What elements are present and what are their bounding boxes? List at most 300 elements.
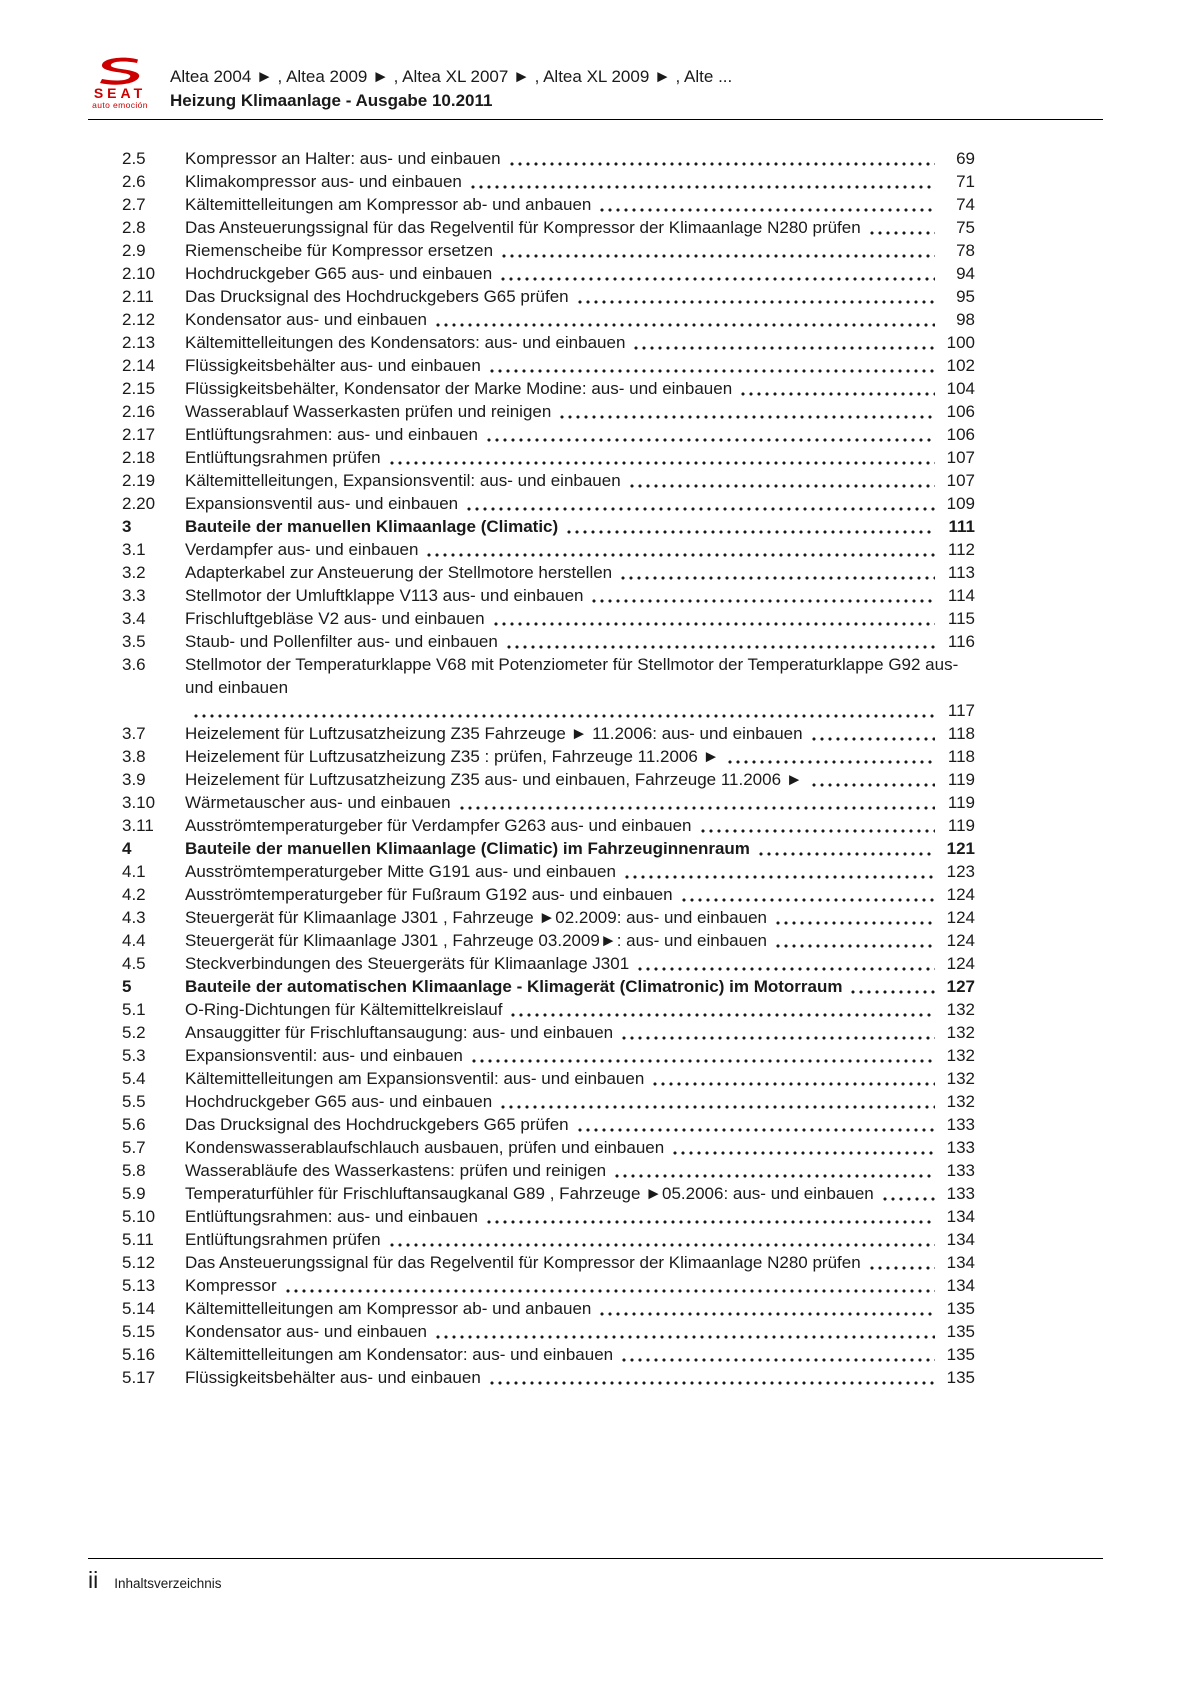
toc-leader-dots (632, 333, 935, 354)
toc-entry (122, 1159, 975, 1182)
toc-entry-tail (501, 147, 975, 170)
toc-entry-page: 107 (946, 471, 975, 490)
toc-entry-body (185, 584, 975, 607)
toc-entry-title: Verdampfer aus- und einbauen (185, 540, 419, 559)
toc-entry-tail (277, 1274, 975, 1297)
toc-entry (122, 446, 975, 469)
toc-entry-number: 2.6 (122, 172, 146, 191)
toc-entry-tail (381, 446, 975, 469)
toc-entry-tail (692, 814, 975, 837)
toc-entry-tail (874, 1182, 975, 1205)
toc-entry-body (185, 1044, 975, 1067)
toc-entry-page: 104 (946, 379, 975, 398)
toc-entry-page: 119 (947, 770, 975, 789)
toc-entry-page: 124 (946, 931, 975, 950)
toc-entry-number: 2.15 (122, 379, 156, 398)
toc-entry (122, 400, 975, 423)
toc-entry-number: 5 (122, 977, 132, 996)
toc-entry-tail (612, 561, 975, 584)
toc-entry-number: 3.11 (122, 816, 154, 835)
toc-entry-page: 118 (947, 724, 975, 743)
toc-entry (122, 1067, 975, 1090)
toc-entry (122, 814, 975, 837)
seat-tagline: auto emoción (92, 100, 148, 110)
toc-entry-number: 5.7 (122, 1138, 146, 1157)
toc-leader-dots (508, 149, 935, 170)
header-models-line: Altea 2004 ► , Altea 2009 ► , Altea XL 2007 ► , Altea XL 2009 ► , Alte ... (170, 67, 733, 86)
toc-entry-number: 2.20 (122, 494, 156, 513)
toc-entry-tail (185, 699, 975, 722)
toc-entry-title: Adapterkabel zur Ansteuerung der Stellmotore herstellen (185, 563, 613, 582)
toc-entry-body (185, 469, 975, 492)
toc-entry-body (185, 998, 975, 1021)
toc-entry-title: Expansionsventil: aus- und einbauen (185, 1046, 463, 1065)
toc-entry-body (185, 1159, 975, 1182)
toc-entry-page: 111 (948, 517, 975, 536)
toc-entry-tail (767, 906, 975, 929)
toc-entry-tail (492, 262, 975, 285)
toc-leader-dots (849, 977, 935, 998)
toc-entry-body (185, 653, 975, 722)
toc-leader-dots (868, 218, 935, 239)
toc-entry-number: 3.7 (122, 724, 146, 743)
toc-entry (122, 147, 975, 170)
toc-entry (122, 469, 975, 492)
toc-entry-page: 114 (947, 586, 975, 605)
toc-entry-body (185, 331, 975, 354)
toc-entry-title: Kondensator aus- und einbauen (185, 1322, 427, 1341)
toc-entry-page: 135 (946, 1345, 975, 1364)
toc-entry-number: 2.14 (122, 356, 156, 375)
toc-entry-body (185, 1205, 975, 1228)
toc-leader-dots (651, 1069, 935, 1090)
toc-entry-tail (644, 1067, 975, 1090)
toc-entry-body (185, 262, 975, 285)
toc-entry (122, 492, 975, 515)
toc-entry (122, 1343, 975, 1366)
toc-entry-title: Das Drucksignal des Hochdruckgebers G65 prüfen (185, 1115, 569, 1134)
toc-entry-page: 95 (956, 287, 975, 306)
toc-entry-title: Wasserabläufe des Wasserkastens: prüfen und reinigen (185, 1161, 607, 1180)
toc-leader-dots (598, 1299, 935, 1320)
toc-entry-number: 5.16 (122, 1345, 156, 1364)
toc-entry-page: 113 (947, 563, 975, 582)
toc-entry-number: 5.5 (122, 1092, 146, 1111)
toc-entry-tail (478, 423, 975, 446)
toc-entry-tail (463, 1044, 975, 1067)
toc-entry-title: Bauteile der manuellen Klimaanlage (Climatic) (185, 517, 559, 536)
toc-entry-body (185, 1297, 975, 1320)
toc-entry-title: Kältemittelleitungen am Kondensator: aus- und einbauen (185, 1345, 614, 1364)
toc-entry (122, 239, 975, 262)
toc-entry-title: Flüssigkeitsbehälter aus- und einbauen (185, 356, 481, 375)
toc-leader-dots (868, 1253, 935, 1274)
toc-list (122, 147, 975, 1389)
toc-entry-title: Staub- und Pollenfilter aus- und einbauen (185, 632, 498, 651)
toc-entry (122, 1251, 975, 1274)
toc-leader-dots (500, 241, 935, 262)
toc-leader-dots (680, 885, 935, 906)
toc-entry-tail (664, 1136, 975, 1159)
toc-entry-page: 134 (946, 1253, 975, 1272)
toc-entry-title: Steckverbindungen des Steuergeräts für Klimaanlage J301 (185, 954, 630, 973)
toc-entry-body (185, 239, 975, 262)
toc-entry-title: Flüssigkeitsbehälter, Kondensator der Marke Modine: aus- und einbauen (185, 379, 733, 398)
toc-entry-body (185, 1251, 975, 1274)
toc-entry-tail (732, 377, 975, 400)
toc-entry-body (185, 906, 975, 929)
toc-leader-dots (492, 609, 935, 630)
page-footer (88, 1566, 222, 1594)
toc-entry-page: 135 (946, 1322, 975, 1341)
toc-entry (122, 1136, 975, 1159)
toc-entry-title: Steuergerät für Klimaanlage J301 , Fahrzeuge ►02.2009: aus- und einbauen (185, 908, 767, 927)
toc-entry-tail (427, 1320, 975, 1343)
toc-leader-dots (425, 540, 935, 561)
toc-entry-tail (427, 308, 975, 331)
toc-entry (122, 768, 975, 791)
toc-leader-dots (726, 747, 935, 768)
toc-entry-tail (750, 837, 975, 860)
toc-leader-dots (598, 195, 935, 216)
toc-leader-dots (576, 287, 935, 308)
toc-entry-tail (462, 170, 975, 193)
toc-entry-title: Flüssigkeitsbehälter aus- und einbauen (185, 1368, 481, 1387)
toc-entry-body (185, 1113, 975, 1136)
toc-leader-dots (388, 448, 935, 469)
toc-entry (122, 998, 975, 1021)
toc-entry (122, 722, 975, 745)
toc-entry (122, 1205, 975, 1228)
toc-leader-dots (499, 1092, 935, 1113)
toc-entry-page: 112 (947, 540, 975, 559)
toc-entry-title: O-Ring-Dichtungen für Kältemittelkreislauf (185, 1000, 503, 1019)
toc-entry-tail (485, 607, 975, 630)
toc-leader-dots (470, 1046, 935, 1067)
seat-wordmark: SEAT (93, 85, 147, 101)
toc-entry-title: Klimakompressor aus- und einbauen (185, 172, 462, 191)
toc-entry (122, 1228, 975, 1251)
toc-entry-number: 5.4 (122, 1069, 146, 1088)
toc-entry-tail (498, 630, 975, 653)
toc-entry-title: Ausströmtemperaturgeber für Fußraum G192 aus- und einbauen (185, 885, 673, 904)
toc-entry-page: 78 (956, 241, 975, 260)
toc-entry-title: Bauteile der manuellen Klimaanlage (Climatic) im Fahrzeuginnenraum (185, 839, 750, 858)
toc-entry-number: 3.6 (122, 655, 146, 674)
toc-entry-page: 121 (946, 839, 975, 858)
toc-entry-number: 3.9 (122, 770, 146, 789)
toc-entry (122, 1182, 975, 1205)
toc-entry-title: Entlüftungsrahmen prüfen (185, 1230, 381, 1249)
toc-entry-number: 2.5 (122, 149, 146, 168)
toc-entry-page: 124 (946, 885, 975, 904)
toc-entry-page: 119 (947, 816, 975, 835)
toc-entry-tail (613, 1343, 975, 1366)
toc-entry-page: 135 (946, 1368, 975, 1387)
toc-entry-body (185, 1343, 975, 1366)
toc-entry (122, 377, 975, 400)
toc-leader-dots (739, 379, 935, 400)
toc-entry-page: 132 (946, 1000, 975, 1019)
toc-entry-body (185, 515, 975, 538)
toc-entry-page: 107 (946, 448, 975, 467)
toc-entry (122, 354, 975, 377)
toc-entry-title: Ansauggitter für Frischluftansaugung: aus- und einbauen (185, 1023, 614, 1042)
toc-entry-body (185, 1021, 975, 1044)
toc-entry-page: 124 (946, 908, 975, 927)
toc-entry (122, 1297, 975, 1320)
toc-entry (122, 791, 975, 814)
toc-leader-dots (774, 931, 935, 952)
toc-entry-title: Ausströmtemperaturgeber Mitte G191 aus- und einbauen (185, 862, 616, 881)
toc-entry-number: 2.13 (122, 333, 156, 352)
toc-entry (122, 515, 975, 538)
toc-entry (122, 1274, 975, 1297)
footer-page-number: ii (88, 1567, 99, 1593)
toc-entry-tail (803, 722, 975, 745)
toc-entry (122, 1044, 975, 1067)
toc-entry-number: 5.10 (122, 1207, 156, 1226)
toc-leader-dots (623, 862, 935, 883)
toc-leader-dots (620, 1345, 935, 1366)
page-header (0, 0, 1191, 112)
toc-entry (122, 308, 975, 331)
toc-entry-body (185, 837, 975, 860)
toc-entry-body (185, 561, 975, 584)
toc-entry (122, 607, 975, 630)
footer-section-title: Inhaltsverzeichnis (114, 1576, 222, 1591)
toc-entry (122, 538, 975, 561)
toc-entry-page: 69 (956, 149, 975, 168)
toc-entry-body (185, 1090, 975, 1113)
toc-entry-tail (767, 929, 975, 952)
toc-leader-dots (590, 586, 935, 607)
toc-entry-number: 4.3 (122, 908, 146, 927)
toc-entry-body (185, 975, 975, 998)
seat-s-icon (88, 56, 152, 85)
toc-entry-number: 5.17 (122, 1368, 156, 1387)
toc-entry-tail (502, 998, 975, 1021)
toc-entry-tail (481, 354, 975, 377)
toc-entry-page: 102 (946, 356, 975, 375)
toc-leader-dots (192, 701, 935, 722)
toc-entry-page: 98 (956, 310, 975, 329)
toc-entry-body (185, 216, 975, 239)
toc-entry-page: 127 (946, 977, 975, 996)
toc-entry-title: Kältemittelleitungen am Kompressor ab- und anbauen (185, 195, 592, 214)
toc-leader-dots (810, 724, 935, 745)
toc-entry (122, 837, 975, 860)
toc-leader-dots (485, 1207, 935, 1228)
toc-entry-page: 133 (946, 1161, 975, 1180)
toc-entry-body (185, 1136, 975, 1159)
toc-entry-number: 5.15 (122, 1322, 156, 1341)
toc-entry-body (185, 929, 975, 952)
toc-entry-page: 115 (947, 609, 975, 628)
toc-entry-title: Kältemittelleitungen, Expansionsventil: aus- und einbauen (185, 471, 621, 490)
toc-entry-title: Kältemittelleitungen am Expansionsventil: aus- und einbauen (185, 1069, 645, 1088)
toc-entry-page: 132 (946, 1092, 975, 1111)
toc-entry-tail (583, 584, 975, 607)
toc-entry-page: 134 (946, 1207, 975, 1226)
toc-entry-body (185, 285, 975, 308)
toc-entry-tail (842, 975, 975, 998)
toc-entry-tail (558, 515, 975, 538)
toc-entry-number: 4.4 (122, 931, 146, 950)
toc-entry-tail (551, 400, 975, 423)
toc-entry-page: 132 (946, 1046, 975, 1065)
toc-entry-body (185, 354, 975, 377)
toc-entry-body (185, 791, 975, 814)
toc-entry-page: 124 (946, 954, 975, 973)
toc-entry-body (185, 722, 975, 745)
toc-entry-page: 123 (946, 862, 975, 881)
toc-entry-title: Kondenswasserablaufschlauch ausbauen, prüfen und einbauen (185, 1138, 665, 1157)
toc-entry (122, 883, 975, 906)
toc-entry-page: 133 (946, 1138, 975, 1157)
toc-entry-title: Ausströmtemperaturgeber für Verdampfer G263 aus- und einbauen (185, 816, 692, 835)
toc-entry-tail (492, 1090, 975, 1113)
toc-entry-body (185, 308, 975, 331)
toc-entry (122, 975, 975, 998)
toc-entry-tail (861, 216, 975, 239)
toc-entry (122, 262, 975, 285)
toc-entry (122, 170, 975, 193)
toc-entry-number: 5.1 (122, 1000, 146, 1019)
toc-leader-dots (757, 839, 935, 860)
toc-entry (122, 331, 975, 354)
toc-leader-dots (613, 1161, 935, 1182)
toc-entry-number: 2.18 (122, 448, 156, 467)
toc-leader-dots (671, 1138, 935, 1159)
toc-entry-tail (493, 239, 975, 262)
toc-entry-body (185, 860, 975, 883)
toc-entry-title: Riemenscheibe für Kompressor ersetzen (185, 241, 494, 260)
toc-entry-body (185, 1228, 975, 1251)
toc-entry-tail (719, 745, 975, 768)
toc-entry-page: 133 (946, 1115, 975, 1134)
toc-entry-number: 2.9 (122, 241, 146, 260)
toc-entry-body (185, 423, 975, 446)
toc-entry-tail (591, 1297, 975, 1320)
toc-leader-dots (620, 1023, 935, 1044)
toc-entry-number: 3.8 (122, 747, 146, 766)
toc-entry-title: Bauteile der automatischen Klimaanlage - Klimagerät (Climatronic) im Motorraum (185, 977, 843, 996)
toc-entry-tail (481, 1366, 975, 1389)
toc-leader-dots (628, 471, 935, 492)
toc-entry-body (185, 170, 975, 193)
toc-entry-body (185, 768, 975, 791)
toc-entry-body (185, 1067, 975, 1090)
toc-entry-number: 2.19 (122, 471, 156, 490)
toc-leader-dots (509, 1000, 935, 1021)
toc-leader-dots (505, 632, 935, 653)
toc-entry (122, 216, 975, 239)
toc-entry-page: 106 (946, 425, 975, 444)
toc-entry-body (185, 883, 975, 906)
toc-entry-tail (861, 1251, 975, 1274)
toc-entry-tail (478, 1205, 975, 1228)
toc-entry-page: 109 (946, 494, 975, 513)
toc-entry-number: 2.12 (122, 310, 156, 329)
toc-leader-dots (488, 356, 935, 377)
toc-entry-page: 71 (956, 172, 975, 191)
toc-leader-dots (434, 310, 935, 331)
toc-entry-number: 2.11 (122, 287, 154, 306)
toc-entry-title: Kompressor an Halter: aus- und einbauen (185, 149, 501, 168)
toc-leader-dots (619, 563, 935, 584)
toc-entry-body (185, 1320, 975, 1343)
toc-entry-number: 4 (122, 839, 132, 858)
toc-entry-tail (625, 331, 975, 354)
toc-entry-body (185, 492, 975, 515)
toc-entry-body (185, 814, 975, 837)
toc-entry (122, 1021, 975, 1044)
toc-entry-body (185, 952, 975, 975)
toc-entry-body (185, 147, 975, 170)
toc-entry-page: 134 (946, 1276, 975, 1295)
toc-entry-body (185, 193, 975, 216)
toc-leader-dots (576, 1115, 935, 1136)
toc-entry-number: 3.1 (122, 540, 146, 559)
toc-entry-tail (381, 1228, 975, 1251)
toc-entry-body (185, 1366, 975, 1389)
toc-entry-title: Kältemittelleitungen am Kompressor ab- und anbauen (185, 1299, 592, 1318)
toc-entry-number: 5.9 (122, 1184, 146, 1203)
toc-entry-title: Das Ansteuerungssignal für das Regelventil für Kompressor der Klimaanlage N280 prüfen (185, 1253, 861, 1272)
toc-entry (122, 1366, 975, 1389)
toc-entry-page: 118 (947, 747, 975, 766)
toc-entry-page: 100 (946, 333, 975, 352)
toc-entry-title: Frischluftgebläse V2 aus- und einbauen (185, 609, 485, 628)
toc-entry-number: 4.2 (122, 885, 146, 904)
toc-entry-tail (613, 1021, 975, 1044)
toc-entry (122, 1113, 975, 1136)
toc-leader-dots (458, 793, 935, 814)
header-text (170, 56, 732, 112)
toc-entry-body (185, 538, 975, 561)
toc-entry-body (185, 446, 975, 469)
toc-entry-tail (569, 1113, 975, 1136)
toc-entry (122, 193, 975, 216)
toc-leader-dots (499, 264, 935, 285)
toc-entry-page: 132 (946, 1069, 975, 1088)
toc-entry-number: 5.14 (122, 1299, 156, 1318)
toc-entry-page: 74 (956, 195, 975, 214)
toc-entry-tail (673, 883, 975, 906)
toc-entry-body (185, 745, 975, 768)
toc-entry-number: 3 (122, 517, 132, 536)
toc-entry (122, 584, 975, 607)
toc-entry-title: Wasserablauf Wasserkasten prüfen und reinigen (185, 402, 552, 421)
toc-entry-title: Stellmotor der Temperaturklappe V68 mit Potenziometer für Stellmotor der Temperaturklappe G92 aus- und einbauen (185, 655, 959, 697)
toc-entry-number: 3.4 (122, 609, 146, 628)
toc-entry (122, 285, 975, 308)
toc-entry-body (185, 630, 975, 653)
toc-leader-dots (565, 517, 935, 538)
toc-entry-body (185, 1274, 975, 1297)
toc-entry-page: 132 (946, 1023, 975, 1042)
toc-entry (122, 860, 975, 883)
toc-entry (122, 423, 975, 446)
toc-entry-number: 3.10 (122, 793, 156, 812)
toc-leader-dots (774, 908, 935, 929)
toc-entry (122, 745, 975, 768)
toc-entry-tail (803, 768, 975, 791)
toc-leader-dots (488, 1368, 935, 1389)
toc-entry-title: Kältemittelleitungen des Kondensators: aus- und einbauen (185, 333, 626, 352)
toc-entry-number: 2.16 (122, 402, 156, 421)
